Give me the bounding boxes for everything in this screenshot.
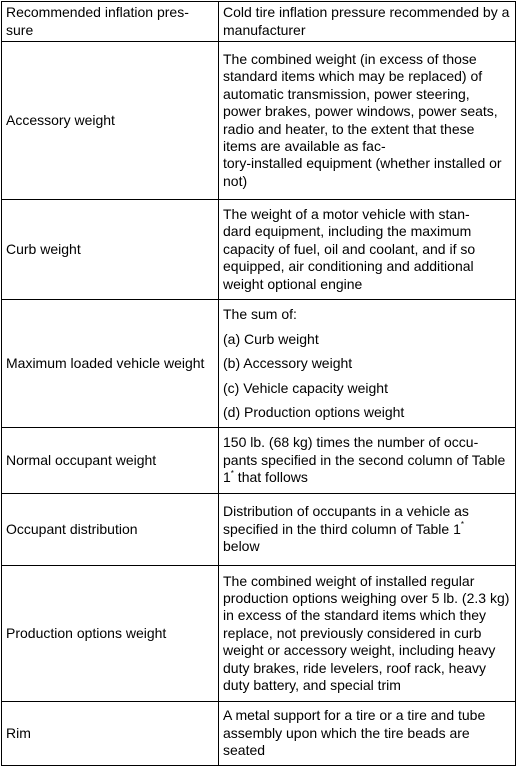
definition-cell xyxy=(219,2,516,42)
term-text: Accessory weight xyxy=(6,111,115,128)
definition-text: Distribution of occupants in a vehicle as specified in the third column of Table 1 xyxy=(223,503,469,537)
definition-text: Cold tire inflation pressure recommended by a manufacturer xyxy=(223,4,510,38)
table-row xyxy=(2,42,516,200)
term-text: Curb weight xyxy=(6,240,81,257)
definition-text-end: that follows xyxy=(233,469,308,486)
term-cell xyxy=(2,566,219,702)
term-text: Occupant distribution xyxy=(6,520,138,537)
table-row xyxy=(2,300,516,428)
term-cell xyxy=(2,494,219,566)
term-cell xyxy=(2,2,219,42)
term-cell xyxy=(2,300,219,428)
definition-text: The combined weight of installed regular production options weighing over 5 lb. (2.3 kg) in excess of the standard items which they replace, not previously considered in curb weight or accessory weight, including heavy duty brakes, ride levelers, roof rack, heavy duty battery, and special trim xyxy=(223,572,510,694)
definition-cell xyxy=(219,566,516,702)
definition-cell xyxy=(219,42,516,200)
footnote-mark: * xyxy=(460,520,465,530)
term-text: Maximum loaded vehicle weight xyxy=(6,354,205,371)
definition-text: A metal support for a tire or a tire and tube assembly upon which the tire beads are seated xyxy=(223,707,486,759)
definition-line: (a) Curb weight xyxy=(223,330,319,347)
definition-cell xyxy=(219,300,516,428)
definition-text: The combined weight (in excess of those standard items which may be replaced) of automatic transmission, power steering, power brakes, power windows, power seats, radio and heater, to the extent that these items are available as fac- tory-installed equipment (whether installed or not) xyxy=(223,50,502,189)
definition-text: The weight of a motor vehicle with stan- dard equipment, including the maximum capacity of fuel, oil and coolant, and if so equipped, air conditioning and additional weight optional engine xyxy=(223,205,476,292)
table-row xyxy=(2,566,516,702)
term-cell xyxy=(2,702,219,766)
term-text: Rim xyxy=(6,724,31,741)
definition-cell xyxy=(219,702,516,766)
table-row xyxy=(2,702,516,766)
term-text: Recommended inflation pres- sure xyxy=(6,4,189,38)
definition-cell xyxy=(219,428,516,494)
table-row xyxy=(2,494,516,566)
term-text: Production options weight xyxy=(6,624,167,641)
definition-cell xyxy=(219,200,516,300)
definition-text-end: below xyxy=(223,538,260,555)
table-row xyxy=(2,200,516,300)
definition-line: (b) Accessory weight xyxy=(223,355,353,372)
table-row xyxy=(2,2,516,42)
table-row xyxy=(2,428,516,494)
definition-line: (d) Production options weight xyxy=(223,404,405,421)
term-cell xyxy=(2,200,219,300)
term-cell xyxy=(2,428,219,494)
definition-cell xyxy=(219,494,516,566)
term-text: Normal occupant weight xyxy=(6,451,157,468)
tire-terms-table xyxy=(1,1,516,766)
footnote-mark: * xyxy=(230,468,234,478)
definition-line: (c) Vehicle capacity weight xyxy=(223,379,388,396)
term-cell xyxy=(2,42,219,200)
definition-text: 150 lb. (68 kg) times the number of occu- pants specified in the second column of Table 1 xyxy=(223,434,506,486)
definition-line: The sum of: xyxy=(223,306,297,323)
